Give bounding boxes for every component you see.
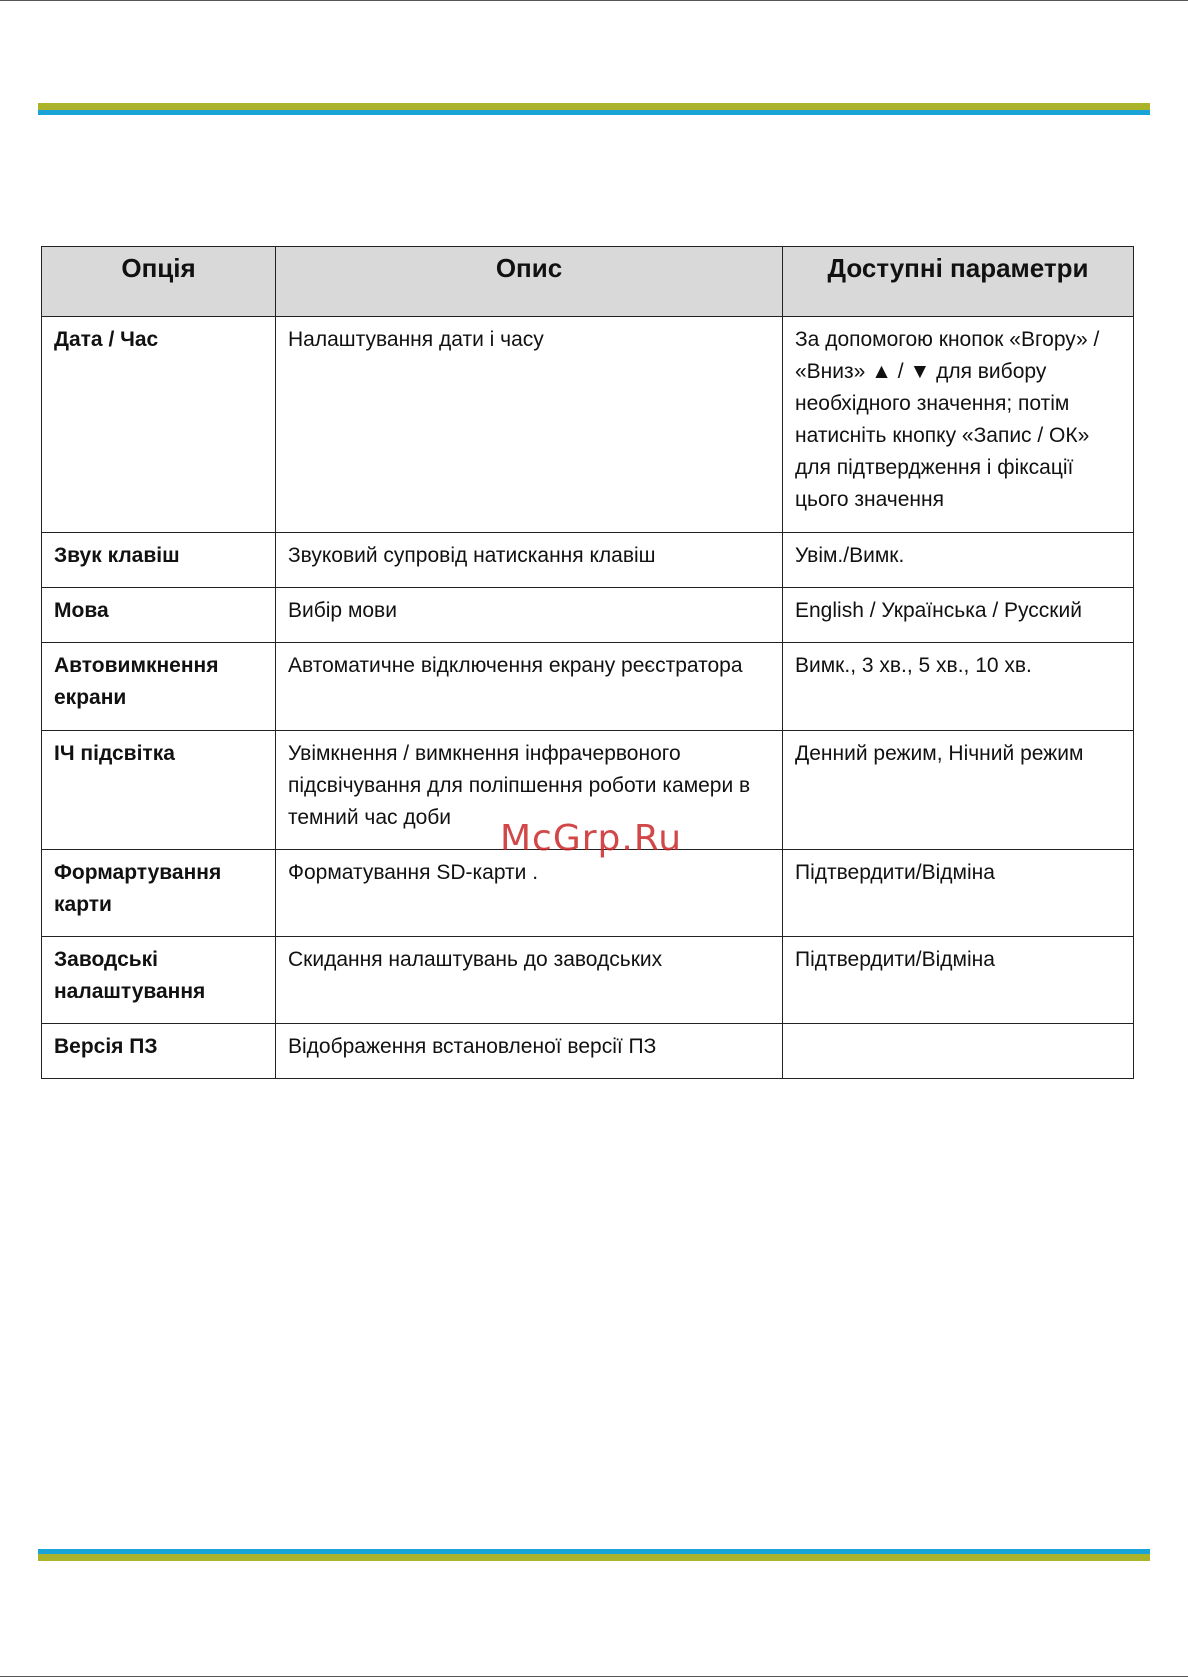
watermark: McGrp.Ru <box>500 818 683 859</box>
table-row <box>42 850 1134 937</box>
option-cell: Автовимкнення екрани <box>42 643 276 731</box>
page-bottom-edge <box>0 1676 1188 1677</box>
parameters-cell: Денний режим, Нічний режим <box>783 731 1134 850</box>
option-cell: Дата / Час <box>42 317 276 533</box>
settings-table <box>41 246 1134 1079</box>
header-option: Опція <box>42 247 276 317</box>
header-parameters: Доступні параметри <box>783 247 1134 317</box>
parameters-cell: Підтвердити/Відміна <box>783 937 1134 1024</box>
footer-stripe-olive <box>38 1554 1150 1561</box>
description-cell: Скидання налаштувань до заводських <box>276 937 783 1024</box>
description-cell: Форматування SD-карти . <box>276 850 783 937</box>
table-row <box>42 1024 1134 1079</box>
description-cell: Відображення встановленої версії ПЗ <box>276 1024 783 1079</box>
option-cell: Звук клавіш <box>42 533 276 588</box>
header-stripe-olive <box>38 103 1150 110</box>
option-cell: Формартування карти <box>42 850 276 937</box>
description-cell: Звуковий супровід натискання клавіш <box>276 533 783 588</box>
option-cell: ІЧ підсвітка <box>42 731 276 850</box>
parameters-cell: Вимк., 3 хв., 5 хв., 10 хв. <box>783 643 1134 731</box>
parameters-cell: Увім./Вимк. <box>783 533 1134 588</box>
table-row <box>42 588 1134 643</box>
description-cell: Увімкнення / вимкнення інфрачервоного підсвічування для поліпшення роботи камери в темний час доби <box>276 731 783 850</box>
table-row <box>42 317 1134 533</box>
option-cell: Заводські налаштування <box>42 937 276 1024</box>
header-description: Опис <box>276 247 783 317</box>
option-cell: Мова <box>42 588 276 643</box>
table-row <box>42 937 1134 1024</box>
description-cell: Автоматичне відключення екрану реєстратора <box>276 643 783 731</box>
parameters-cell: Підтвердити/Відміна <box>783 850 1134 937</box>
table-row <box>42 533 1134 588</box>
description-cell: Вибір мови <box>276 588 783 643</box>
option-cell: Версія ПЗ <box>42 1024 276 1079</box>
page-top-edge <box>0 0 1188 1</box>
parameters-cell <box>783 1024 1134 1079</box>
header-stripe-blue <box>38 110 1150 115</box>
table-header-row <box>42 247 1134 317</box>
description-cell: Налаштування дати і часу <box>276 317 783 533</box>
table-row <box>42 643 1134 731</box>
parameters-cell: English / Українська / Русский <box>783 588 1134 643</box>
parameters-cell: За допомогою кнопок «Вгору» / «Вниз» ▲ / ▼ для вибору необхідного значення; потім натисніть кнопку «Запис / ОК» для підтвердження і фіксації цього значення <box>783 317 1134 533</box>
